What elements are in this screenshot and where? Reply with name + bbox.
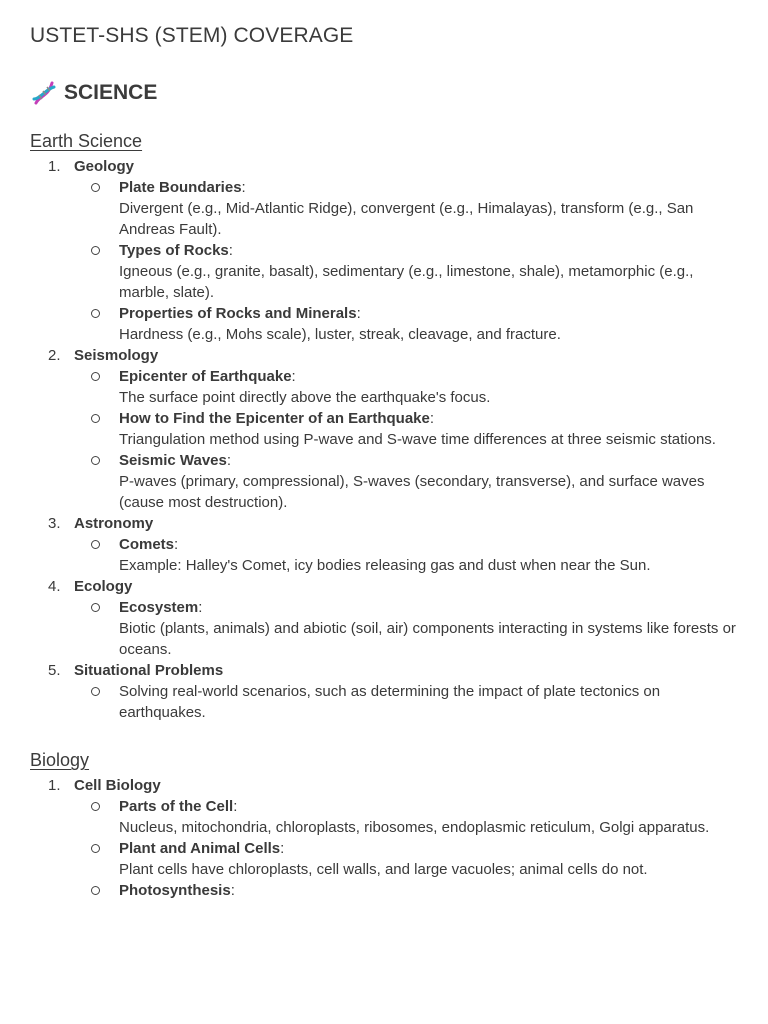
topic-number: 1. — [48, 158, 61, 175]
point-title: Seismic Waves — [119, 452, 227, 469]
topic-number: 2. — [48, 347, 61, 364]
topic-label: Astronomy — [74, 515, 154, 532]
hollow-bullet-icon — [91, 844, 100, 853]
point-item: Seismic Waves: P-waves (primary, compressional), S-waves (secondary, transverse), and surface waves (cause most destruction). — [74, 450, 738, 513]
point-description: Biotic (plants, animals) and abiotic (soil, air) components interacting in systems like forests or oceans. — [119, 620, 736, 658]
hollow-bullet-icon — [91, 183, 100, 192]
point-item: Comets: Example: Halley's Comet, icy bodies releasing gas and dust when near the Sun. — [74, 534, 738, 576]
hollow-bullet-icon — [91, 540, 100, 549]
hollow-bullet-icon — [91, 886, 100, 895]
hollow-bullet-icon — [91, 414, 100, 423]
point-title: Comets — [119, 536, 175, 553]
point-title: Photosynthesis — [119, 882, 231, 899]
topic-number: 1. — [48, 777, 61, 794]
point-item: Properties of Rocks and Minerals: Hardness (e.g., Mohs scale), luster, streak, cleavage, and fracture. — [74, 303, 738, 345]
biology-topic-list — [30, 775, 738, 901]
topic-number: 4. — [48, 578, 61, 595]
topic-item — [30, 660, 738, 723]
topic-label: Geology — [74, 158, 135, 175]
topic-point-list — [74, 681, 738, 723]
topic-point-list — [74, 597, 738, 660]
hollow-bullet-icon — [91, 372, 100, 381]
point-description: Hardness (e.g., Mohs scale), luster, streak, cleavage, and fracture. — [119, 326, 561, 343]
topic-item — [30, 156, 738, 345]
point-title: Epicenter of Earthquake — [119, 368, 292, 385]
topic-number: 3. — [48, 515, 61, 532]
point-description: Example: Halley's Comet, icy bodies releasing gas and dust when near the Sun. — [119, 557, 651, 574]
topic-item — [30, 345, 738, 513]
topic-label: Ecology — [74, 578, 133, 595]
topic-item — [30, 576, 738, 660]
point-item: Plant and Animal Cells: Plant cells have chloroplasts, cell walls, and large vacuoles; animal cells do not. — [74, 838, 738, 880]
point-item: Types of Rocks: Igneous (e.g., granite, basalt), sedimentary (e.g., limestone, shale), metamorphic (e.g., marble, slate). — [74, 240, 738, 303]
hollow-bullet-icon — [91, 603, 100, 612]
point-description: Nucleus, mitochondria, chloroplasts, ribosomes, endoplasmic reticulum, Golgi apparatus. — [119, 819, 710, 836]
subsection-title-earth-science: Earth Science — [30, 131, 143, 151]
topic-number: 5. — [48, 662, 61, 679]
point-description: Plant cells have chloroplasts, cell walls, and large vacuoles; animal cells do not. — [119, 861, 648, 878]
point-title: How to Find the Epicenter of an Earthquake — [119, 410, 430, 427]
topic-item — [30, 775, 738, 901]
topic-label: Cell Biology — [74, 777, 161, 794]
hollow-bullet-icon — [91, 456, 100, 465]
earth-science-topic-list — [30, 156, 738, 723]
point-item: Parts of the Cell: Nucleus, mitochondria, chloroplasts, ribosomes, endoplasmic reticulum, Golgi apparatus. — [74, 796, 738, 838]
topic-point-list — [74, 177, 738, 345]
point-description: P-waves (primary, compressional), S-waves (secondary, transverse), and surface waves (cause most destruction). — [119, 473, 705, 511]
topic-point-list — [74, 534, 738, 576]
point-title: Properties of Rocks and Minerals — [119, 305, 357, 322]
topic-point-list — [74, 366, 738, 513]
hollow-bullet-icon — [91, 687, 100, 696]
point-title: Plant and Animal Cells — [119, 840, 281, 857]
point-item: Epicenter of Earthquake: The surface point directly above the earthquake's focus. — [74, 366, 738, 408]
topic-item — [30, 513, 738, 576]
point-title: Ecosystem — [119, 599, 199, 616]
subsection-title-biology: Biology — [30, 750, 90, 770]
point-title: Plate Boundaries — [119, 179, 242, 196]
topic-point-list — [74, 796, 738, 901]
hollow-bullet-icon — [91, 309, 100, 318]
point-title: Types of Rocks — [119, 242, 229, 259]
topic-label: Situational Problems — [74, 662, 224, 679]
point-text: Solving real-world scenarios, such as determining the impact of plate tectonics on earthquakes. — [119, 683, 661, 721]
topic-label: Seismology — [74, 347, 159, 364]
point-description: The surface point directly above the earthquake's focus. — [119, 389, 491, 406]
point-description: Igneous (e.g., granite, basalt), sedimentary (e.g., limestone, shale), metamorphic (e.g., marble, slate). — [119, 263, 694, 301]
point-item: Photosynthesis: — [74, 880, 738, 901]
section-title: SCIENCE — [64, 81, 158, 104]
point-item — [74, 681, 738, 723]
point-item: Ecosystem: Biotic (plants, animals) and abiotic (soil, air) components interacting in systems like forests or oceans. — [74, 597, 738, 660]
dna-icon — [30, 79, 58, 107]
hollow-bullet-icon — [91, 802, 100, 811]
point-item: Plate Boundaries: Divergent (e.g., Mid-Atlantic Ridge), convergent (e.g., Himalayas), transform (e.g., San Andreas Fault). — [74, 177, 738, 240]
point-description: Divergent (e.g., Mid-Atlantic Ridge), convergent (e.g., Himalayas), transform (e.g., San Andreas Fault). — [119, 200, 694, 238]
point-item: How to Find the Epicenter of an Earthquake: Triangulation method using P-wave and S-wave time differences at three seismic stations. — [74, 408, 738, 450]
section-heading-science — [30, 78, 738, 108]
document-title: USTET-SHS (STEM) COVERAGE — [30, 24, 354, 47]
hollow-bullet-icon — [91, 246, 100, 255]
point-title: Parts of the Cell — [119, 798, 234, 815]
point-description: Triangulation method using P-wave and S-wave time differences at three seismic stations. — [119, 431, 716, 448]
